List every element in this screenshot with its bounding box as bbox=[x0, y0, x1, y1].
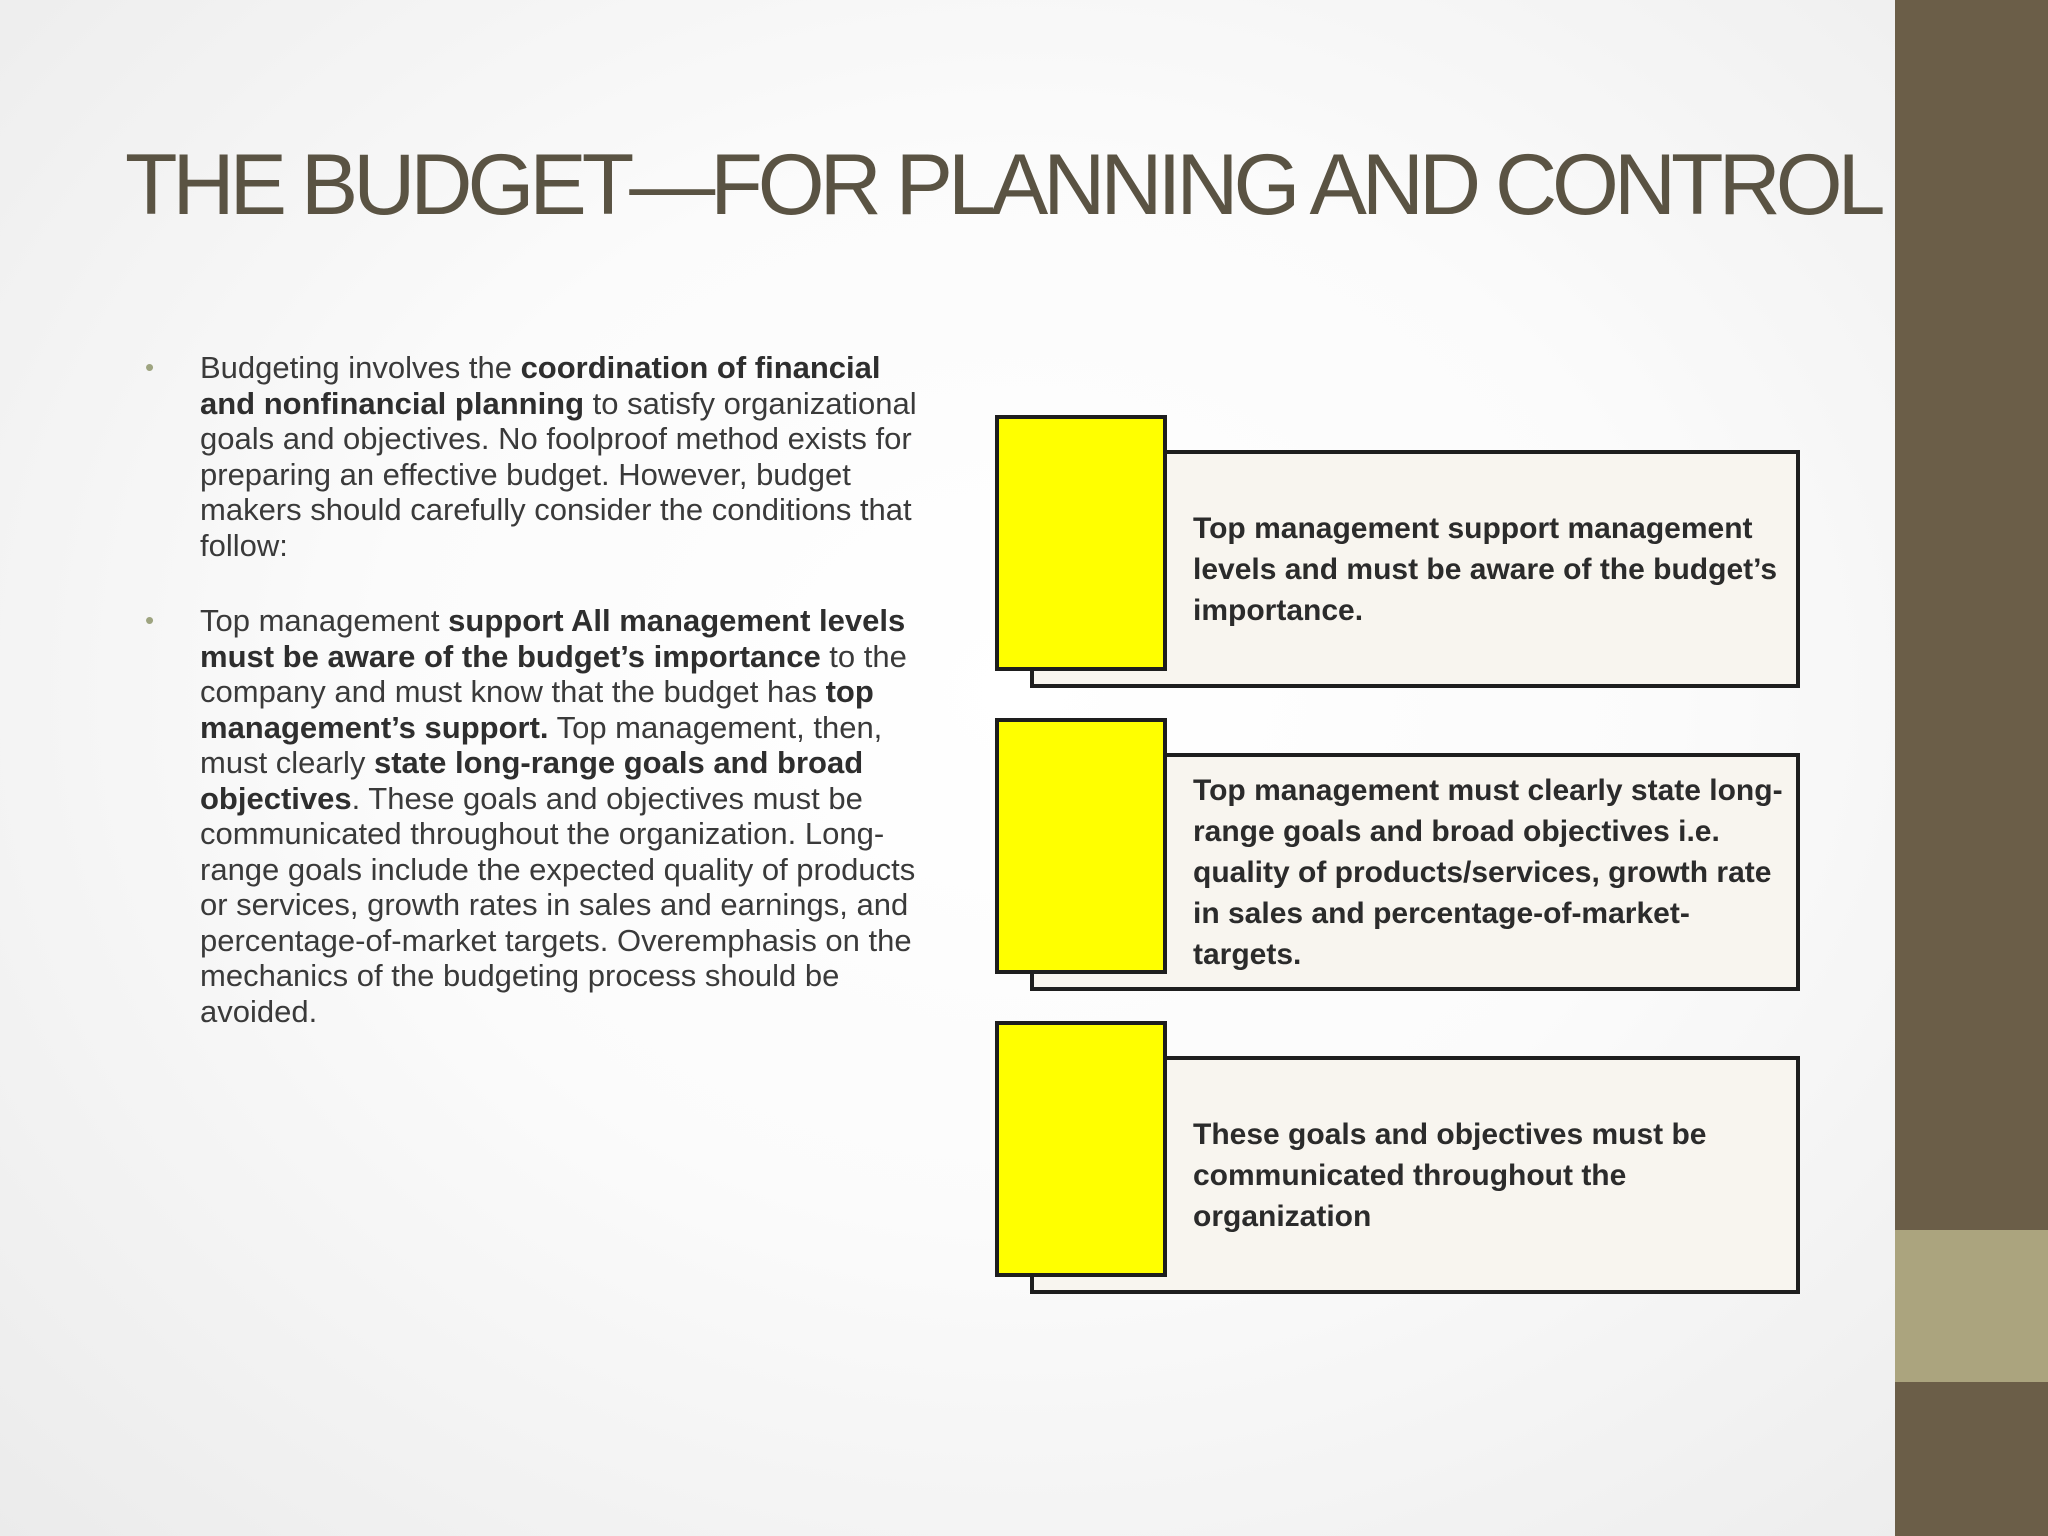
callout-text: These goals and objectives must be communicated throughout the organization bbox=[1193, 1117, 1707, 1233]
bullet-text-run: . These goals and objectives must be communicated throughout the organization. Long-range goals include the expected quality of products or services, growth rates in sales and earnings, and percentage-of-market targets. Overemphasis on the mechanics of the budgeting process should be avoided. bbox=[200, 780, 916, 1029]
callout-text: Top management must clearly state long-range goals and broad objectives i.e. quality of products/services, growth rate in sales and percentage-of-market-targets. bbox=[1193, 773, 1783, 971]
bullet-text-run: Top management, then, must clearly bbox=[200, 709, 883, 780]
callout-text-wrap bbox=[1193, 1056, 1788, 1294]
bullet-dot-icon: • bbox=[145, 605, 155, 635]
bullet-dot-icon: • bbox=[145, 352, 155, 382]
callout-card-long-range-goals bbox=[995, 718, 1805, 996]
callout-text-wrap bbox=[1193, 450, 1788, 688]
bullet-text-bold: coordination of financial and nonfinancial planning bbox=[200, 350, 881, 421]
callout-card-management-support bbox=[995, 415, 1805, 693]
bullet-text-bold: state long-range goals and broad objectives bbox=[200, 745, 864, 816]
bullet-text-bold: support All management levels must be aware of the budget’s importance bbox=[200, 603, 906, 674]
bullet-text-run: to the company and must know that the budget has bbox=[200, 638, 907, 709]
callout-yellow-square bbox=[995, 415, 1167, 671]
slide-title: THE BUDGET—FOR PLANNING AND CONTROL bbox=[125, 137, 1881, 233]
callout-card-communication bbox=[995, 1021, 1805, 1299]
callout-yellow-square bbox=[995, 718, 1167, 974]
bullet-text-run: Top management bbox=[200, 603, 449, 638]
bullet-text-run: Budgeting involves the bbox=[200, 350, 521, 385]
side-accent-block bbox=[1895, 1230, 2048, 1382]
bullet-text-run: to satisfy organizational goals and objectives. No foolproof method exists for preparing an effective budget. However, budget makers should carefully consider the conditions that follow: bbox=[200, 385, 917, 563]
bullet-list bbox=[140, 350, 920, 1029]
callout-yellow-square bbox=[995, 1021, 1167, 1277]
bullet-item bbox=[140, 350, 920, 563]
callout-connector bbox=[1030, 974, 1034, 991]
callout-connector bbox=[1030, 1277, 1034, 1294]
callout-text-wrap bbox=[1193, 753, 1788, 991]
bullet-item bbox=[140, 603, 920, 1029]
callout-connector bbox=[1030, 671, 1034, 688]
callout-text: Top management support management levels and must be aware of the budget’s importance. bbox=[1193, 511, 1778, 627]
bullet-text-bold: top management’s support. bbox=[200, 674, 874, 745]
